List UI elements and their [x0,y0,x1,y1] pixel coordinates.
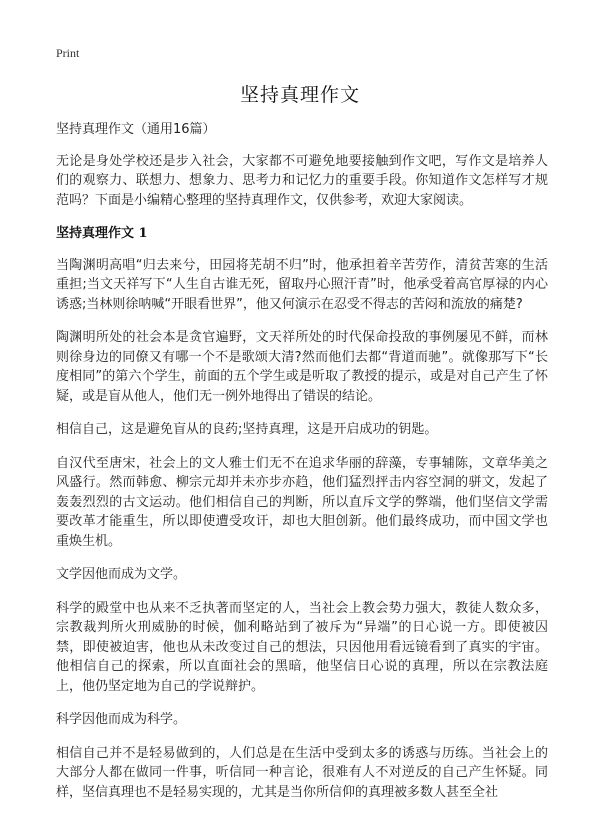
print-link[interactable]: Print [56,46,80,60]
paragraph: 陶渊明所处的社会本是贪官遍野，文天祥所处的时代保命投敌的事例屡见不鲜，而林则徐身边的同僚又有哪一个不是歌颂大清?然而他们去都“背道而驰”。就像那写下“长度相同”的第六个学生，前面的五个学生或是听取了教授的提示，或是对自己产生了怀疑，或是盲从他人，他们无一例外地得出了错误的结论。 [56,330,548,404]
article-subtitle: 坚持真理作文（通用16篇） [56,122,216,137]
article-body [56,120,548,816]
paragraph: 科学的殿堂中也从来不乏执著而坚定的人，当社会上教会势力强大，教徒人数众多，宗教裁判所火刑威胁的时候，伽利略站到了被斥为“异端”的日心说一方。即使被囚禁，即使被迫害，他也从未改变过自己的想法，只因他用看远镜看到了真实的宇宙。他相信自己的探索，所以直面社会的黑暗，他坚信日心说的真理，所以在宗教法庭上，他仍坚定地为自己的学说辩护。 [56,600,548,694]
paragraph: 科学因他而成为科学。 [56,712,187,727]
paragraph: 相信自己并不是轻易做到的，人们总是在生活中受到太多的诱惑与历练。当社会上的大部分人都在做同一件事，听信同一种言论，很难有人不对逆反的自己产生怀疑。同样，坚信真理也不是轻易实现的，尤其是当你所信仰的真理被多数人甚至全社 [56,745,548,800]
page-title: 坚持真理作文 [239,84,360,106]
intro-paragraph: 无论是身处学校还是步入社会，大家都不可避免地要接触到作文吧，写作文是培养人们的观察力、联想力、想象力、思考力和记忆力的重要手段。你知道作文怎样写才规范吗？下面是小编精心整理的坚持真理作文，仅供参考，欢迎大家阅读。 [56,153,548,208]
paragraph: 自汉代至唐宋，社会上的文人雅士们无不在追求华丽的辞藻，专事辅陈，文章华美之风盛行。然而韩愈、柳宗元却并未亦步亦趋，他们猛烈抨击内容空洞的骈文，发起了轰轰烈烈的古文运动。他们相信自己的判断，所以直斥文学的弊端，他们坚信文学需要改革才能重生，所以即使遭受攻讦，却也大胆创新。他们最终成功，而中国文学也重焕生机。 [56,455,548,549]
paragraph: 当陶渊明高唱“归去来兮，田园将芜胡不归”时，他承担着辛苦劳作，清贫苦寒的生活重担;当文天祥写下“人生自古谁无死，留取丹心照汗青”时，他承受着高官厚禄的内心诱惑;当林则徐呐喊“开眼看世界”，他又何演示在忍受不得志的苦闷和流放的痛楚? [56,257,548,312]
paragraph: 相信自己，这是避免盲从的良药;坚持真理，这是开启成功的钥匙。 [56,422,438,437]
section-heading: 坚持真理作文 1 [56,226,148,241]
paragraph: 文学因他而成为文学。 [56,567,187,582]
